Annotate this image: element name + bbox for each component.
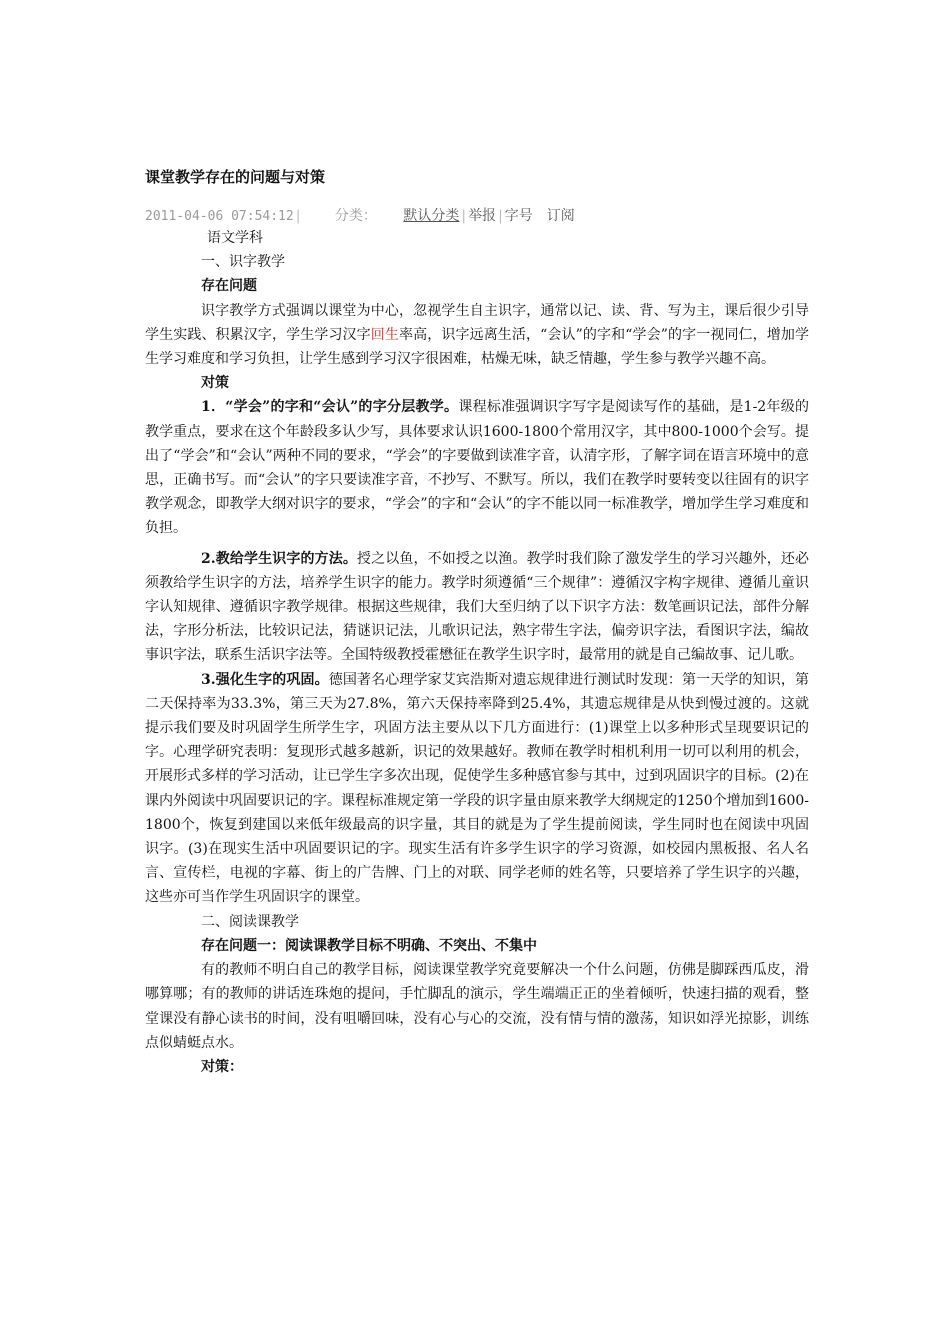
strategy-item-text: 德国著名心理学家艾宾浩斯对遗忘规律进行测试时发现：第一天学的知识，第二天保持率为33.3%，第三天为27.8%，第六天保持率降到25.4%，其遗忘规律是从快到慢过渡的。这就提示我们要及时巩固学生所学生字，巩固方法主要从以下几方面进行：(1)课堂上以多种形式呈现要识记的字。心理学研究表明：复现形式越多越新，识记的效果越好。教师在教学时相机利用一切可以利用的机会，开展形式多样的学习活动，让已学生字多次出现，促使学生多种感官参与其中，过到巩固识字的目标。(2)在课内外阅读中巩固要识记的字。课程标准规定第一学段的识字量由原来教学大纲规定的1250个增加到1600-1800个，恢复到建国以来低年级最高的识字量，其目的就是为了学生提前阅读，学生同时也在阅读中巩固识字。(3)在现实生活中巩固要识记的字。现实生活有许多学生识字的学习资源，如校园内黑板报、名人名言、宣传栏，电视的字幕、街上的广告牌、门上的对联、同学老师的姓名等，只要培养了学生识字的兴趣，这些亦可当作学生巩固识字的课堂。 (145, 671, 810, 906)
report-link[interactable]: 举报 (468, 208, 497, 224)
strategy-heading-2: 对策： (201, 1058, 243, 1075)
article-meta (145, 205, 575, 225)
meta-divider: | (498, 208, 503, 224)
strategy-item-title: 2.教给学生识字的方法。 (201, 550, 358, 567)
post-timestamp: 2011-04-06 07:54:12 (145, 209, 294, 224)
meta-divider: | (295, 208, 301, 224)
problem-1-paragraph: 有的教师不明白自己的教学目标，阅读课堂教学究竟要解决一个什么问题，仿佛是脚踩西瓜皮，滑哪算哪；有的教师的讲话连珠炮的提问，手忙脚乱的演示，学生端端正正的坐着倾听，快速扫描的观看，整堂课没有静心读书的时间，没有咀嚼回味，没有心与心的交流，没有情与情的激荡，知识如浮光掠影，训练点似蜻蜓点水。 (145, 962, 809, 1051)
strategy-item-text: 课程标准强调识字写字是阅读写作的基础，是1-2年级的教学重点，要求在这个年龄段多认少写，具体要求认识1600-1800个常用汉字，其中800-1000个会写。提出了“学会”和“会认”两种不同的要求，“学会”的字要做到读准字音，认清字形，了解字词在语言环境中的意思，正确书写。而“会认”的字只要读准字音，不抄写、不默写。所以，我们在教学时要转变以往固有的识字教学观念，即教学大纲对识字的要求，“学会”的字和“会认”的字不能以同一标准教学，增加学生学习难度和负担。 (145, 399, 810, 537)
font-size-link[interactable]: 字号 (504, 208, 533, 224)
subscribe-link[interactable]: 订阅 (546, 208, 575, 224)
strategy-heading: 对策 (201, 375, 229, 392)
problem-heading: 存在问题 (201, 278, 257, 295)
problem-1-heading: 存在问题一：阅读课教学目标不明确、不突出、不集中 (201, 937, 537, 954)
article-body (145, 226, 809, 1079)
highlighted-term: 回生 (370, 326, 400, 343)
strategy-item-1 (145, 395, 809, 540)
strategy-item-3 (145, 668, 809, 910)
meta-divider: | (461, 208, 467, 224)
article-title: 课堂教学存在的问题与对策 (145, 168, 326, 186)
strategy-item-text: 授之以鱼，不如授之以渔。教学时我们除了激发学生的学习兴趣外，还必须教给学生识字的方法，培养学生识字的能力。教学时须遵循“三个规律”：遵循汉字构字规律、遵循儿童识字认知规律、遵循识字教学规律。根据这些规律，我们大至归纳了以下识字方法：数笔画识记法，部件分解法，字形分析法，比较识记法，猜谜识记法，儿歌识记法，熟字带生字法，偏旁识字法，看图识字法，编故事识字法，联系生活识字法等。全国特级教授霍懋征在教学生识字时，最常用的就是自己编故事、记儿歌。 (145, 550, 809, 664)
section-heading-reading: 二、阅读课教学 (201, 913, 299, 930)
problem-text: 率高，识字远离生活，“会认”的字和“学会”的字一视同仁，增加学生学习难度和学习负担，让学生感到学习汉字很困难，枯燥无味，缺乏情趣，学生参与教学兴趣不高。 (145, 326, 810, 368)
problem-paragraph (145, 299, 809, 372)
section-heading-literacy: 一、识字教学 (201, 254, 285, 271)
category-label: 分类： (334, 208, 377, 224)
strategy-item-2 (145, 547, 809, 668)
strategy-item-title: 3.强化生字的巩固。 (201, 671, 329, 688)
subject-heading: 语文学科 (207, 230, 263, 246)
strategy-item-title: 1．“学会”的字和“会认”的字分层教学。 (201, 399, 459, 416)
problem-text: 识字教学方式强调以课堂为中心，忽视学生自主识字，通常以记、读、背、写为主，课后很少引导学生实践、积累汉字，学生学习汉字 (145, 302, 809, 343)
category-link[interactable]: 默认分类 (403, 208, 460, 224)
